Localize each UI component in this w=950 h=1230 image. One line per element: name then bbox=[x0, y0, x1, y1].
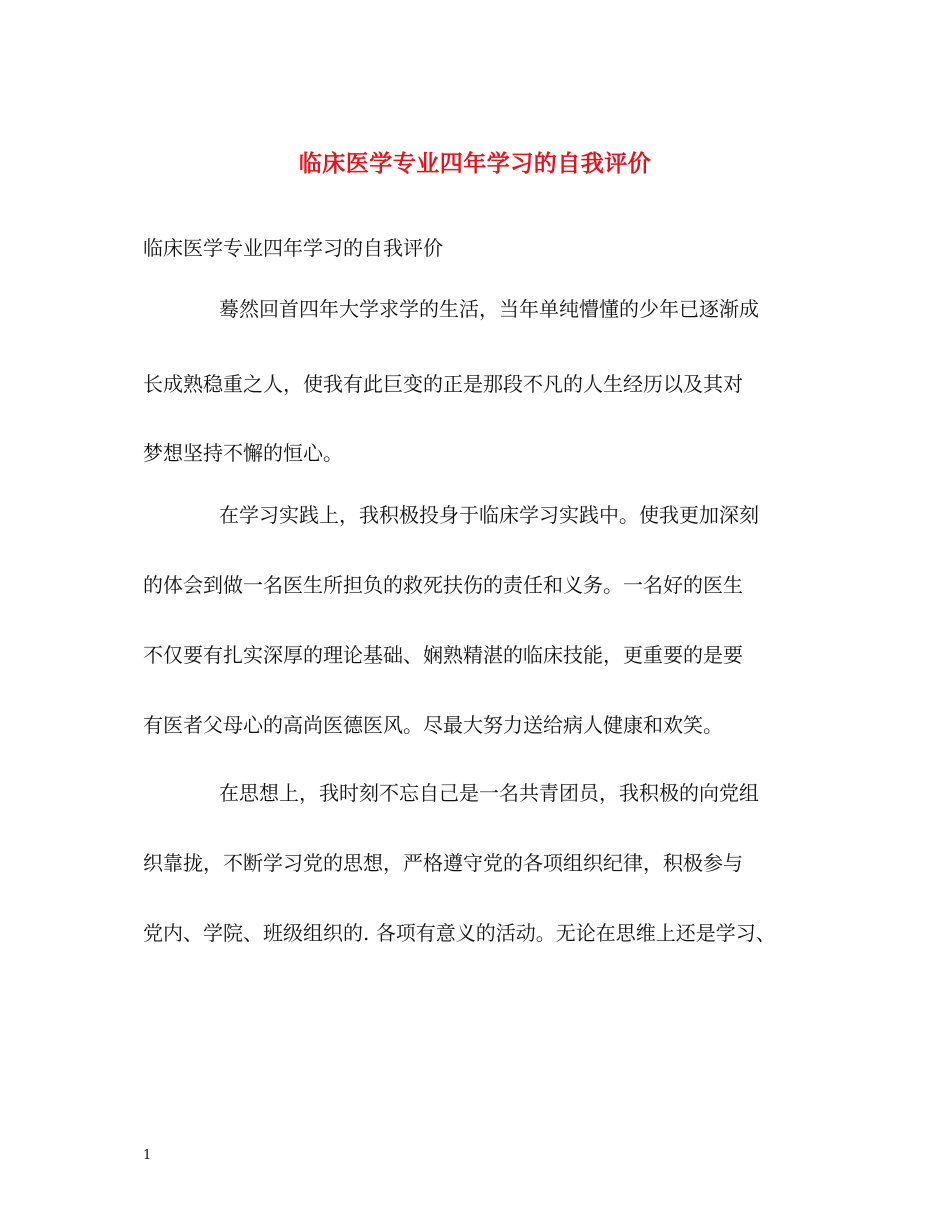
paragraph-line: 党内、学院、班级组织的. 各项有意义的活动。无论在思维上还是学习、 bbox=[143, 921, 776, 945]
paragraph-line: 长成熟稳重之人，使我有此巨变的正是那段不凡的人生经历以及其对 bbox=[143, 372, 743, 396]
paragraph-line: 有医者父母心的高尚医德医风。尽最大努力送给病人健康和欢笑。 bbox=[143, 713, 723, 737]
page-number: 1 bbox=[143, 1148, 152, 1163]
paragraph-line: 不仅要有扎实深厚的理论基础、娴熟精湛的临床技能，更重要的是要 bbox=[143, 643, 743, 667]
document-title: 临床医学专业四年学习的自我评价 bbox=[298, 150, 652, 177]
paragraph-line: 梦想坚持不懈的恒心。 bbox=[143, 441, 343, 465]
paragraph-line: 在思想上，我时刻不忘自己是一名共青团员，我积极的向党组 bbox=[219, 781, 759, 805]
document-subtitle: 临床医学专业四年学习的自我评价 bbox=[143, 236, 443, 260]
paragraph-line: 在学习实践上，我积极投身于临床学习实践中。使我更加深刻 bbox=[219, 503, 759, 527]
paragraph-line: 的体会到做一名医生所担负的救死扶伤的责任和义务。一名好的医生 bbox=[143, 573, 743, 597]
paragraph-line: 蓦然回首四年大学求学的生活，当年单纯懵懂的少年已逐渐成 bbox=[219, 297, 759, 321]
paragraph-line: 织靠拢，不断学习党的思想，严格遵守党的各项组织纪律，积极参与 bbox=[143, 851, 743, 875]
